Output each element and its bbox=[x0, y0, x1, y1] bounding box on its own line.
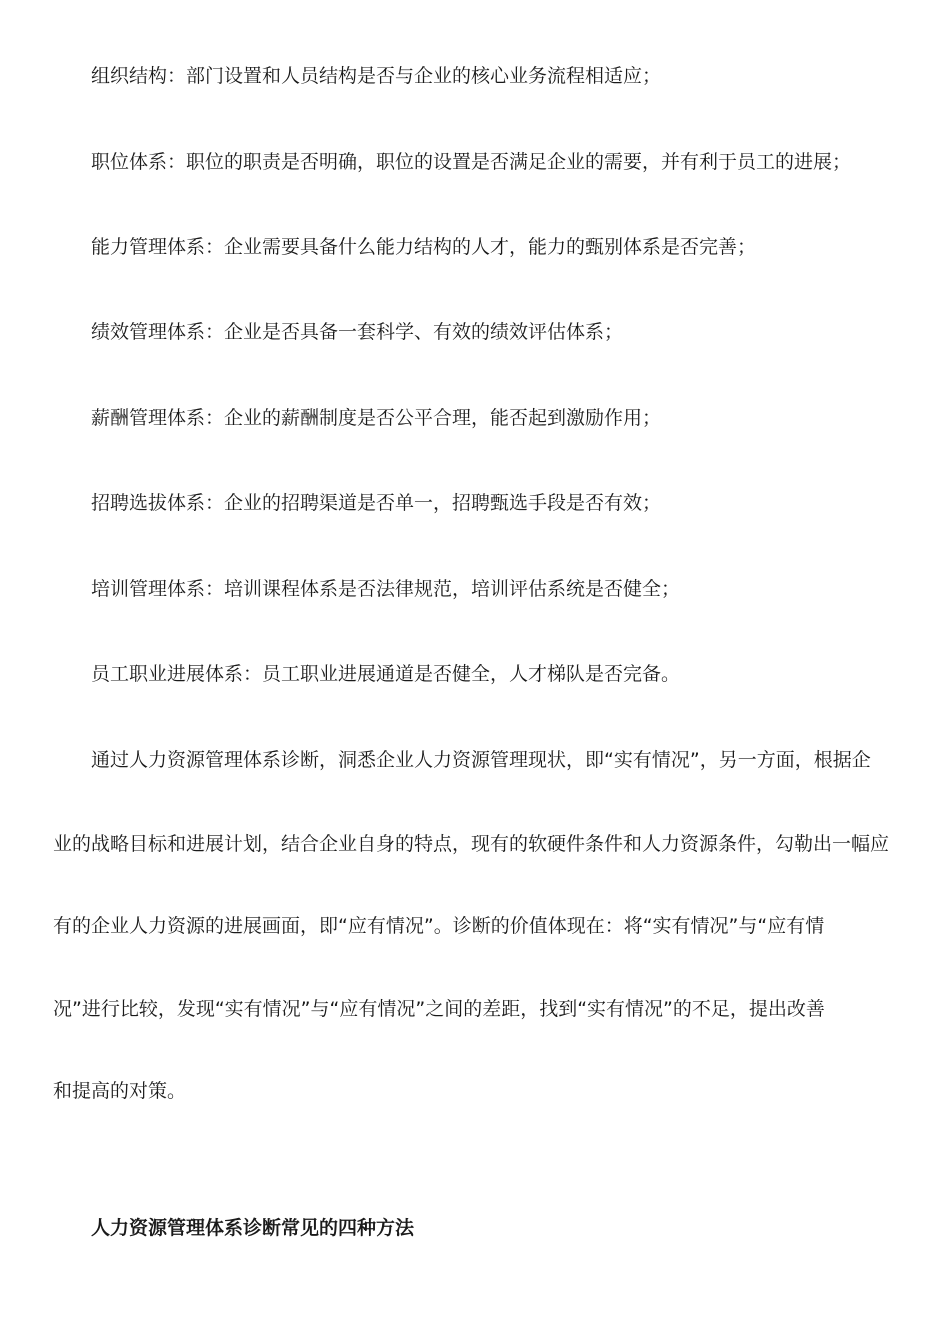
list-item-performance-system: 绩效管理体系：企业是否具备一套科学、有效的绩效评估体系； bbox=[91, 321, 624, 343]
paragraph-line-3: 有的企业人力资源的进展画面，即“应有情况”。诊断的价值体现在：将“实有情况”与“应有情 bbox=[53, 915, 825, 937]
list-item-organization: 组织结构：部门设置和人员结构是否与企业的核心业务流程相适应； bbox=[91, 65, 662, 87]
list-item-competency-system: 能力管理体系：企业需要具备什么能力结构的人才，能力的甄别体系是否完善； bbox=[91, 236, 757, 258]
list-item-training-system: 培训管理体系：培训课程体系是否法律规范，培训评估系统是否健全； bbox=[91, 578, 681, 600]
paragraph-line-1: 通过人力资源管理体系诊断，洞悉企业人力资源管理现状，即“实有情况”，另一方面，根据企 bbox=[91, 749, 871, 771]
list-item-career-system: 员工职业进展体系：员工职业进展通道是否健全，人才梯队是否完备。 bbox=[91, 663, 681, 685]
list-item-recruitment-system: 招聘选拔体系：企业的招聘渠道是否单一，招聘甄选手段是否有效； bbox=[91, 492, 662, 514]
list-item-compensation-system: 薪酬管理体系：企业的薪酬制度是否公平合理，能否起到激励作用； bbox=[91, 407, 662, 429]
paragraph-line-5: 和提高的对策。 bbox=[53, 1080, 187, 1102]
paragraph-line-4: 况”进行比较，发现“实有情况”与“应有情况”之间的差距，找到“实有情况”的不足，提出改善 bbox=[53, 998, 825, 1020]
list-item-position-system: 职位体系：职位的职责是否明确，职位的设置是否满足企业的需要，并有利于员工的进展； bbox=[91, 151, 852, 173]
paragraph-line-2: 业的战略目标和进展计划，结合企业自身的特点，现有的软硬件条件和人力资源条件，勾勒出一幅应 bbox=[53, 833, 890, 855]
section-heading: 人力资源管理体系诊断常见的四种方法 bbox=[91, 1217, 415, 1239]
